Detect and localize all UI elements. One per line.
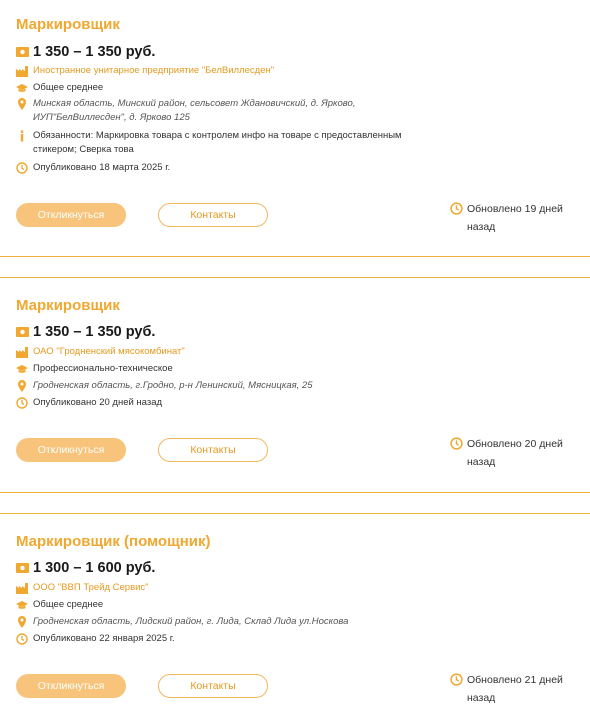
company-name[interactable]: ООО "ВВП Трейд Сервис" — [33, 582, 149, 593]
contacts-button[interactable]: Контакты — [158, 674, 268, 698]
duties: Обязанности: Маркировка товара с контролем инфо на товаре с предоставленным стикером; Сверка това — [33, 130, 402, 155]
education: Профессионально-техническое — [33, 363, 173, 374]
duties-row — [16, 129, 428, 157]
updated-info — [450, 200, 567, 236]
company-row — [16, 345, 185, 359]
company-row — [16, 64, 274, 78]
updated-info — [450, 435, 567, 471]
location-pin-icon — [16, 616, 28, 628]
clock-icon — [450, 673, 463, 686]
factory-icon — [16, 582, 28, 594]
vacancy-card — [0, 278, 590, 493]
education-row — [16, 362, 173, 376]
company-row — [16, 581, 149, 595]
published-row — [16, 396, 162, 410]
location-pin-icon — [16, 98, 28, 110]
address-row — [16, 379, 313, 393]
address: Гродненская область, Лидский район, г. Лида, Склад Лида ул.Носкова — [33, 616, 349, 627]
company-name[interactable]: Иностранное унитарное предприятие "БелВиллесден" — [33, 65, 275, 76]
factory-icon — [16, 65, 28, 77]
factory-icon — [16, 346, 28, 358]
clock-icon — [16, 397, 28, 409]
published-date: Опубликовано 22 января 2025 г. — [33, 633, 175, 644]
divider — [0, 256, 590, 257]
vacancy-title[interactable]: Маркировщик — [16, 16, 120, 33]
money-icon — [16, 47, 29, 57]
graduation-cap-icon — [16, 82, 28, 94]
respond-button[interactable]: Откликнуться — [16, 203, 126, 227]
graduation-cap-icon — [16, 599, 28, 611]
info-icon — [16, 130, 28, 142]
graduation-cap-icon — [16, 363, 28, 375]
published-date: Опубликовано 20 дней назад — [33, 397, 163, 408]
divider — [0, 492, 590, 493]
published-row — [16, 632, 175, 646]
education-row — [16, 598, 103, 612]
salary — [16, 44, 155, 60]
location-pin-icon — [16, 380, 28, 392]
address-row — [16, 615, 348, 629]
updated-text: Обновлено 20 дней назад — [467, 438, 563, 468]
money-icon — [16, 327, 29, 337]
company-name[interactable]: ОАО "Гродненский мясокомбинат" — [33, 346, 185, 357]
salary-value: 1 350 – 1 350 руб. — [33, 324, 156, 340]
money-icon — [16, 563, 29, 573]
salary-value: 1 350 – 1 350 руб. — [33, 44, 156, 60]
education: Общее среднее — [33, 82, 104, 93]
vacancy-card — [0, 514, 590, 719]
education: Общее среднее — [33, 599, 104, 610]
clock-icon — [450, 202, 463, 215]
updated-text: Обновлено 21 дней назад — [467, 674, 563, 704]
contacts-button[interactable]: Контакты — [158, 438, 268, 462]
clock-icon — [16, 633, 28, 645]
salary-value: 1 300 – 1 600 руб. — [33, 560, 156, 576]
address: Гродненская область, г.Гродно, р-н Ленинский, Мясницкая, 25 — [33, 380, 313, 391]
vacancy-card — [0, 0, 590, 258]
address-row — [16, 97, 363, 125]
clock-icon — [16, 162, 28, 174]
education-row — [16, 81, 103, 95]
vacancy-title[interactable]: Маркировщик — [16, 297, 120, 314]
updated-text: Обновлено 19 дней назад — [467, 203, 563, 233]
salary — [16, 560, 155, 576]
vacancy-title[interactable]: Маркировщик (помощник) — [16, 533, 211, 550]
published-row — [16, 161, 170, 175]
salary — [16, 324, 155, 340]
respond-button[interactable]: Откликнуться — [16, 438, 126, 462]
published-date: Опубликовано 18 марта 2025 г. — [33, 162, 171, 173]
clock-icon — [450, 437, 463, 450]
respond-button[interactable]: Откликнуться — [16, 674, 126, 698]
contacts-button[interactable]: Контакты — [158, 203, 268, 227]
updated-info — [450, 671, 567, 707]
address: Минская область, Минский район, сельсовет Ждановичский, д. Ярково, ИУП"БелВиллесден", д. Ярково 125 — [33, 98, 356, 123]
